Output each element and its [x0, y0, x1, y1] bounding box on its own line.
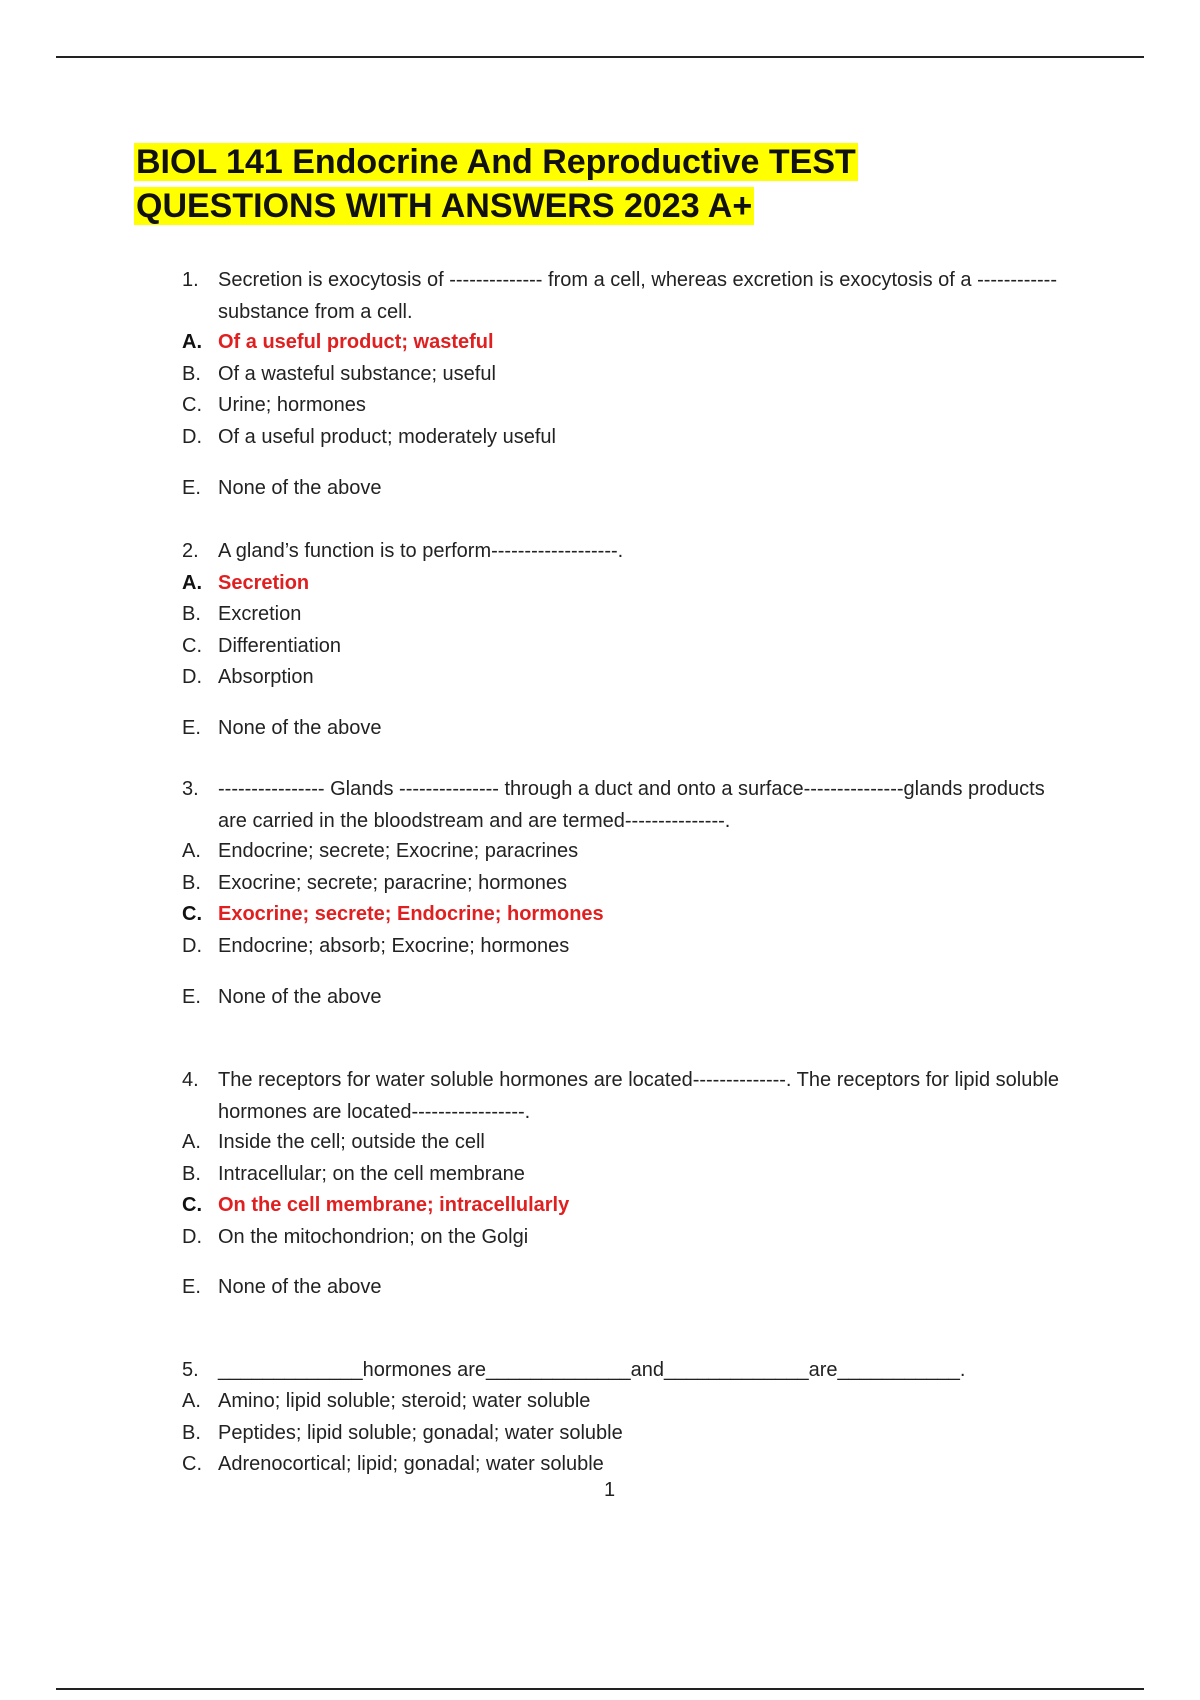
option-text: Inside the cell; outside the cell [218, 1131, 485, 1153]
option-letter: B. [182, 603, 201, 625]
title-line-1: BIOL 141 Endocrine And Reproductive TEST [136, 143, 856, 181]
option-text-correct: On the cell membrane; intracellularly [218, 1194, 570, 1216]
option-letter: C. [182, 1453, 202, 1475]
option-text: Of a wasteful substance; useful [218, 363, 496, 385]
option-text: None of the above [218, 1276, 382, 1298]
option-letter: C. [182, 1194, 202, 1216]
option-letter: E. [182, 986, 201, 1008]
question-text: The receptors for water soluble hormones are located------------‐‐. The receptors for lipid soluble hormones are located---------------‐‐. [218, 1069, 1060, 1123]
option-text-correct: Exocrine; secrete; Endocrine; hormones [218, 903, 604, 925]
question-number: 3. [182, 778, 199, 800]
option-letter: D. [182, 935, 202, 957]
option-letter: C. [182, 394, 202, 416]
option-letter: D. [182, 426, 202, 448]
bottom-rule [56, 1688, 1144, 1690]
option-letter: D. [182, 1226, 202, 1248]
option-text: Of a useful product; moderately useful [218, 426, 556, 448]
page-number: 1 [604, 1479, 616, 1501]
option-letter: B. [182, 1422, 201, 1444]
option-letter: A. [182, 331, 202, 353]
option-text: None of the above [218, 477, 382, 499]
option-text: On the mitochondrion; on the Golgi [218, 1226, 529, 1248]
option-letter: C. [182, 903, 202, 925]
question-text: Secretion is exocytosis of -------------- from a cell, whereas excretion is exocytosis of a ------------ substance from a cell. [218, 269, 1057, 323]
question-number: 4. [182, 1069, 199, 1091]
option-text: Differentiation [218, 635, 342, 657]
question-text: ---------------- Glands --------------- through a duct and onto a surface---------------glands products are carried in the bloodstream and are termed-------------‐‐. [218, 778, 1045, 832]
option-letter: E. [182, 1276, 201, 1298]
option-text: Urine; hormones [218, 394, 366, 416]
option-letter: A. [182, 1390, 201, 1412]
option-text: Endocrine; secrete; Exocrine; paracrines [218, 840, 579, 862]
option-text: Amino; lipid soluble; steroid; water soluble [218, 1390, 591, 1412]
option-text-correct: Secretion [218, 572, 310, 594]
question-text: _____________hormones are_____________and_____________are___________. [218, 1359, 966, 1381]
option-letter: E. [182, 477, 201, 499]
question-number: 5. [182, 1359, 199, 1381]
option-letter: B. [182, 363, 201, 385]
option-text: Intracellular; on the cell membrane [218, 1163, 525, 1185]
option-text-correct: Of a useful product; wasteful [218, 331, 494, 353]
option-text: Excretion [218, 603, 302, 625]
title-line-2: QUESTIONS WITH ANSWERS 2023 A+ [136, 187, 753, 225]
option-text: Peptides; lipid soluble; gonadal; water soluble [218, 1422, 623, 1444]
option-text: Exocrine; secrete; paracrine; hormones [218, 872, 568, 894]
question-text: A gland’s function is to perform-----------------‐‐. [218, 540, 624, 562]
option-text: Endocrine; absorb; Exocrine; hormones [218, 935, 570, 957]
question-number: 1. [182, 269, 199, 291]
option-letter: B. [182, 872, 201, 894]
question-number: 2. [182, 540, 199, 562]
option-letter: B. [182, 1163, 201, 1185]
document-title [134, 140, 858, 228]
option-text: None of the above [218, 717, 382, 739]
option-text: None of the above [218, 986, 382, 1008]
option-text: Adrenocortical; lipid; gonadal; water soluble [218, 1453, 604, 1475]
option-letter: D. [182, 666, 202, 688]
top-rule [56, 56, 1144, 58]
option-letter: C. [182, 635, 202, 657]
option-letter: A. [182, 1131, 201, 1153]
option-letter: E. [182, 717, 201, 739]
option-letter: A. [182, 572, 202, 594]
option-letter: A. [182, 840, 201, 862]
option-text: Absorption [218, 666, 314, 688]
